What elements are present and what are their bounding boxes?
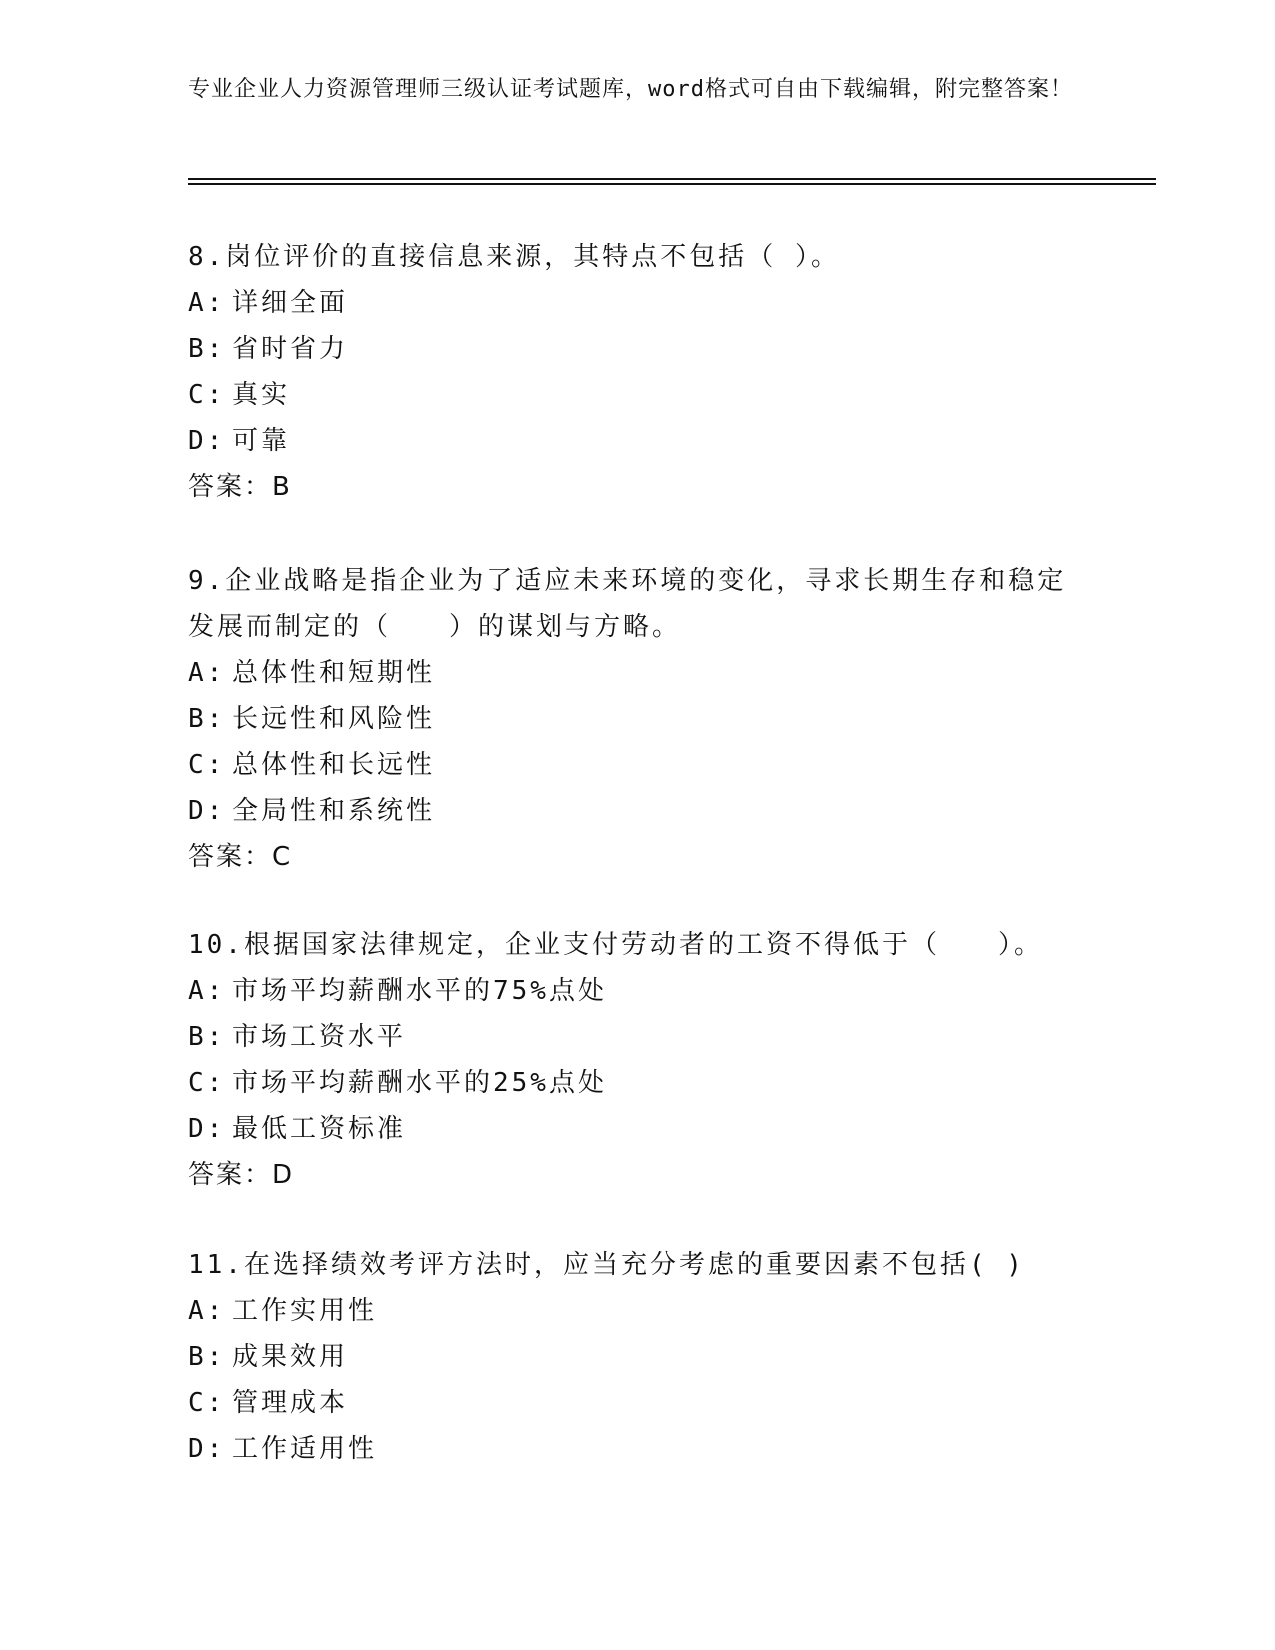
question-9 — [188, 558, 1088, 880]
question-stem: 11.在选择绩效考评方法时，应当充分考虑的重要因素不包括( ) — [188, 1250, 1025, 1280]
header-divider-bottom — [188, 183, 1156, 185]
option-text: 市场平均薪酬水平的75%点处 — [232, 976, 607, 1006]
option-letter: A: — [188, 976, 226, 1006]
option-letter: D: — [188, 426, 226, 456]
option-d — [188, 1426, 1088, 1472]
document-header: 专业企业人力资源管理师三级认证考试题库，word格式可自由下载编辑，附完整答案！ — [188, 77, 1073, 102]
option-text: 成果效用 — [232, 1342, 349, 1372]
option-d — [188, 1106, 1088, 1152]
question-stem: 10.根据国家法律规定，企业支付劳动者的工资不得低于（ ）。 — [188, 930, 1043, 960]
option-letter: B: — [188, 1022, 226, 1052]
option-text: 全局性和系统性 — [232, 796, 436, 826]
option-text: 长远性和风险性 — [232, 704, 436, 734]
option-c — [188, 742, 1088, 788]
option-a — [188, 280, 1088, 326]
option-letter: D: — [188, 1434, 226, 1464]
option-d — [188, 788, 1088, 834]
option-letter: D: — [188, 796, 226, 826]
header-divider-top — [188, 178, 1156, 180]
option-letter: C: — [188, 1388, 226, 1418]
option-text: 工作适用性 — [232, 1434, 378, 1464]
option-letter: A: — [188, 288, 226, 318]
option-text: 可靠 — [232, 426, 291, 456]
option-text: 总体性和长远性 — [232, 750, 436, 780]
option-a — [188, 650, 1088, 696]
answer-line: 答案：B — [188, 472, 292, 502]
option-letter: D: — [188, 1114, 226, 1144]
option-c — [188, 372, 1088, 418]
option-text: 最低工资标准 — [232, 1114, 407, 1144]
option-text: 省时省力 — [232, 334, 349, 364]
option-b — [188, 1014, 1088, 1060]
option-letter: B: — [188, 704, 226, 734]
option-letter: C: — [188, 750, 226, 780]
option-text: 工作实用性 — [232, 1296, 378, 1326]
answer-line: 答案：C — [188, 842, 293, 872]
option-text: 市场平均薪酬水平的25%点处 — [232, 1068, 607, 1098]
question-8 — [188, 234, 1088, 510]
option-letter: A: — [188, 1296, 226, 1326]
option-text: 市场工资水平 — [232, 1022, 407, 1052]
question-stem: 8.岗位评价的直接信息来源，其特点不包括（ ）。 — [188, 242, 840, 272]
option-text: 总体性和短期性 — [232, 658, 436, 688]
option-letter: B: — [188, 1342, 226, 1372]
option-letter: B: — [188, 334, 226, 364]
option-b — [188, 696, 1088, 742]
option-b — [188, 1334, 1088, 1380]
option-a — [188, 1288, 1088, 1334]
option-c — [188, 1380, 1088, 1426]
option-letter: C: — [188, 380, 226, 410]
option-text: 管理成本 — [232, 1388, 349, 1418]
option-letter: A: — [188, 658, 226, 688]
option-letter: C: — [188, 1068, 226, 1098]
option-a — [188, 968, 1088, 1014]
question-stem: 9.企业战略是指企业为了适应未来环境的变化，寻求长期生存和稳定发展而制定的（ ）的谋划与方略。 — [188, 566, 1067, 642]
option-b — [188, 326, 1088, 372]
question-10 — [188, 922, 1088, 1198]
option-c — [188, 1060, 1088, 1106]
question-11 — [188, 1242, 1088, 1472]
option-text: 详细全面 — [232, 288, 349, 318]
option-text: 真实 — [232, 380, 291, 410]
answer-line: 答案：D — [188, 1160, 295, 1190]
option-d — [188, 418, 1088, 464]
